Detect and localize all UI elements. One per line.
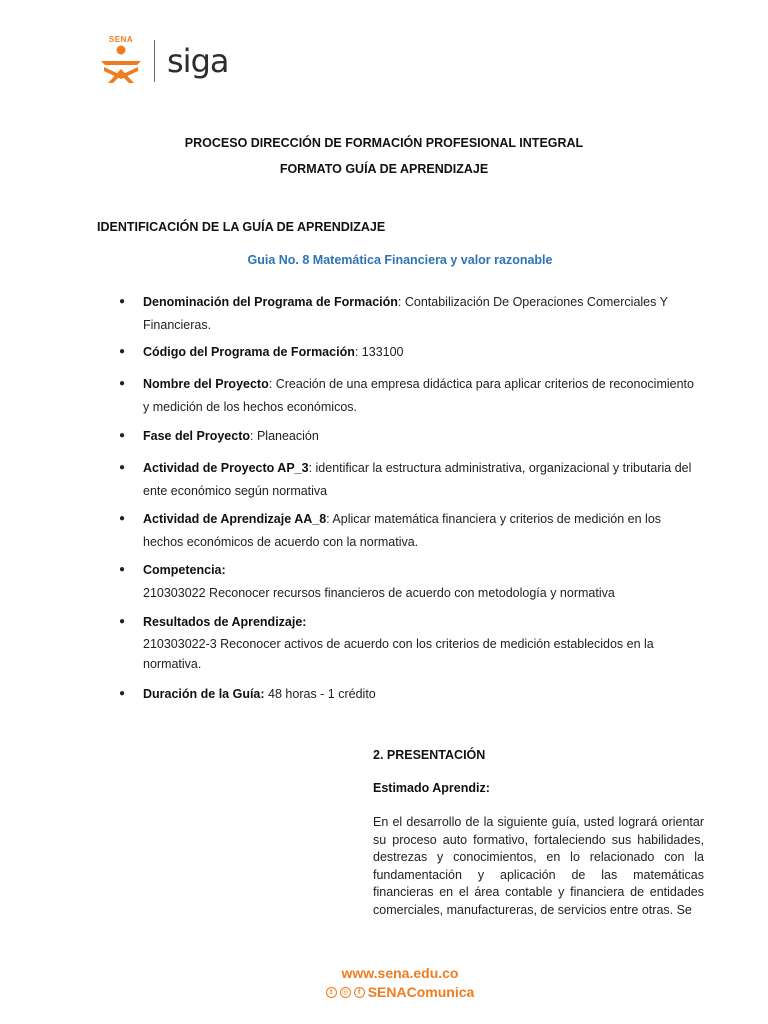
bullet: ●: [119, 378, 126, 389]
item-value-cont: hechos económicos de acuerdo con la normativa.: [143, 535, 419, 549]
item-value: Contabilización De Operaciones Comerciales Y: [404, 295, 668, 309]
bullet: ●: [119, 346, 126, 357]
item-guide-duration: [119, 682, 703, 706]
item-value-cont: ente económico según normativa: [143, 484, 328, 498]
bullet: ●: [119, 513, 126, 524]
bullet: ●: [119, 616, 126, 627]
siga-logo: siga: [167, 42, 229, 80]
item-value: identificar la estructura administrativa, organizacional y tributaria del: [315, 461, 692, 475]
item-separator: :: [268, 377, 276, 391]
guide-title: Guia No. 8 Matemática Financiera y valor razonable: [247, 253, 553, 267]
social-handle[interactable]: SENAComunica: [367, 984, 475, 1000]
twitter-icon[interactable]: t: [326, 987, 337, 998]
item-label: Denominación del Programa de Formación: [143, 295, 398, 309]
presentation-greeting: Estimado Aprendiz:: [373, 781, 490, 795]
sena-logo-text: SENA: [108, 35, 134, 44]
item-project-name: [119, 372, 703, 418]
identification-heading: IDENTIFICACIÓN DE LA GUÍA DE APRENDIZAJE: [97, 220, 386, 234]
facebook-icon[interactable]: f: [354, 987, 365, 998]
item-value: 133100: [361, 345, 404, 359]
bullet: ●: [119, 688, 126, 699]
item-label: Duración de la Guía:: [143, 687, 265, 701]
sena-logo: [96, 36, 146, 86]
item-value: 48 horas - 1 crédito: [268, 687, 376, 701]
item-label: Competencia:: [143, 563, 226, 577]
item-learning-activity: [119, 507, 703, 553]
item-label: Fase del Proyecto: [143, 429, 250, 443]
process-title: PROCESO DIRECCIÓN DE FORMACIÓN PROFESIONAL INTEGRAL: [184, 136, 584, 150]
item-separator: :: [326, 512, 333, 526]
item-label: Resultados de Aprendizaje:: [143, 615, 307, 629]
item-program-name: [119, 290, 703, 336]
item-value-cont: 210303022 Reconocer recursos financieros de acuerdo con metodología y normativa: [143, 586, 615, 600]
item-project-phase: [119, 424, 703, 448]
item-separator: :: [250, 429, 257, 443]
item-separator: :: [397, 295, 405, 309]
bullet: ●: [119, 462, 126, 473]
sena-figure-icon: [98, 45, 144, 85]
item-value-cont: y medición de los hechos económicos.: [143, 400, 358, 414]
format-title: FORMATO GUÍA DE APRENDIZAJE: [279, 162, 489, 176]
item-separator: :: [308, 461, 316, 475]
item-value-cont: 210303022-3 Reconocer activos de acuerdo con los criterios de medición establecidos en la: [143, 637, 654, 651]
footer-social: [0, 984, 768, 1000]
item-project-activity: [119, 456, 703, 502]
presentation-heading: 2. PRESENTACIÓN: [373, 748, 486, 762]
bullet: ●: [119, 430, 126, 441]
item-label: Código del Programa de Formación: [143, 345, 355, 359]
item-value: Aplicar matemática financiera y criterios de medición en los: [332, 512, 662, 526]
bullet: ●: [119, 564, 126, 575]
item-separator: :: [354, 345, 362, 359]
item-label: Actividad de Proyecto AP_3: [143, 461, 309, 475]
item-program-code: [119, 340, 703, 364]
item-label: Actividad de Aprendizaje AA_8: [143, 512, 327, 526]
bullet: ●: [119, 296, 126, 307]
item-value: Planeación: [256, 429, 319, 443]
item-competence: [119, 558, 703, 604]
item-value-cont: Financieras.: [143, 318, 212, 332]
item-value: Creación de una empresa didáctica para aplicar criterios de reconocimiento: [275, 377, 694, 391]
item-label: Nombre del Proyecto: [143, 377, 269, 391]
item-learning-results: [119, 610, 703, 674]
header-logos: [96, 36, 228, 86]
presentation-body: En el desarrollo de la siguiente guía, usted logrará orientar su proceso auto formativo, fortaleciendo sus habilidades, destrezas y conocimientos, en lo relacionado con la fundamentación y aplicación de las matemáticas financieras en el área contable y financiera de entidades comerciales, manufactureras, de servicios entre otras. Se: [373, 815, 704, 917]
instagram-icon[interactable]: ◎: [340, 987, 351, 998]
logo-divider: [154, 40, 155, 82]
item-value-cont: normativa.: [143, 657, 202, 671]
footer-url[interactable]: www.sena.edu.co: [341, 965, 459, 981]
